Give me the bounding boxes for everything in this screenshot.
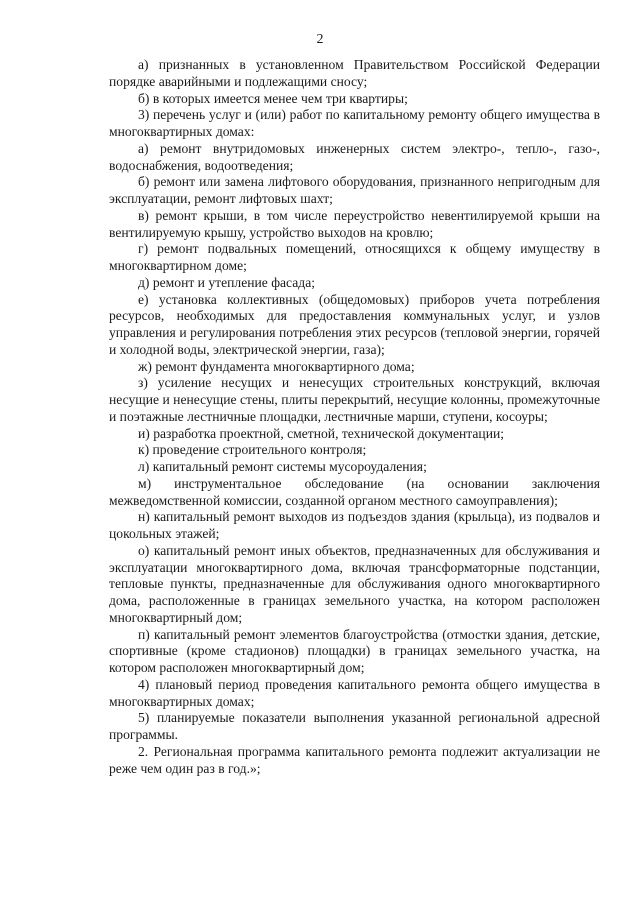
paragraph-item-i: и) разработка проектной, сметной, технической документации; xyxy=(138,425,505,441)
paragraph-item-n: н) капитальный ремонт выходов из подъездов здания (крыльца), из подвалов и цокольных этажей; xyxy=(109,509,600,541)
paragraph-item-e: е) установка коллективных (общедомовых) приборов учета потребления ресурсов, необходимых для предоставления коммунальных услуг, и узлов управления и регулирования потребления этих ресурсов (тепловой энергии, горячей и холодной воды, электрической энергии, газа); xyxy=(109,291,600,357)
page-number: 2 xyxy=(316,32,324,47)
paragraph-item-a: а) ремонт внутридомовых инженерных систем электро-, тепло-, газо-, водоснабжения, водоотведения; xyxy=(109,140,600,173)
paragraph-2-program-update: 2. Региональная программа капитального ремонта подлежит актуализации не реже чем один раз в год.»; xyxy=(109,743,600,776)
paragraph-item-g: г) ремонт подвальных помещений, относящихся к общему имуществу в многоквартирном доме; xyxy=(109,241,600,273)
document-body xyxy=(109,57,600,777)
paragraph-b-few-apartments: б) в которых имеется менее чем три квартиры; xyxy=(138,90,408,106)
paragraph-item-o: о) капитальный ремонт иных объектов, предназначенных для обслуживания и эксплуатации многоквартирного дома, включая трансформаторные подстанции, тепловые пункты, предназначенные для обслуживания одного многоквартирного дома, расположенные в границах земельного участка, на котором расположен многоквартирный дом; xyxy=(109,542,600,625)
paragraph-3-services-list: 3) перечень услуг и (или) работ по капитальному ремонту общего имущества в многоквартирных домах: xyxy=(109,107,600,139)
paragraph-item-z: з) усиление несущих и ненесущих строительных конструкций, включая несущие и ненесущие стены, плиты перекрытий, несущие колонны, промежуточные и поэтажные лестничные площадки, лестничные марши, ступени, косоуры; xyxy=(109,375,600,424)
paragraph-item-zh: ж) ремонт фундамента многоквартирного дома; xyxy=(138,358,415,374)
paragraph-item-b: б) ремонт или замена лифтового оборудования, признанного непригодным для эксплуатации, ремонт лифтовых шахт; xyxy=(109,174,600,206)
paragraph-item-v: в) ремонт крыши, в том числе переустройство невентилируемой крыши на вентилируемую крышу, устройство выходов на кровлю; xyxy=(109,207,600,240)
paragraph-item-m: м) инструментальное обследование (на основании заключения межведомственной комиссии, созданной органом местного самоуправления); xyxy=(109,475,600,508)
paragraph-item-p: п) капитальный ремонт элементов благоустройства (отмостки здания, детские, спортивные (кроме стадионов) площадки) в границах земельного участка, на котором расположен многоквартирный дом; xyxy=(109,626,600,675)
paragraph-item-l: л) капитальный ремонт системы мусороудаления; xyxy=(138,459,427,474)
paragraph-4-planning-period: 4) плановый период проведения капитального ремонта общего имущества в многоквартирных домах; xyxy=(109,676,600,709)
paragraph-item-d: д) ремонт и утепление фасада; xyxy=(138,274,316,290)
paragraph-item-k: к) проведение строительного контроля; xyxy=(138,442,367,458)
paragraph-5-indicators: 5) планируемые показатели выполнения указанной региональной адресной программы. xyxy=(109,710,600,742)
paragraph-a-emergency: а) признанных в установленном Правительством Российской Федерации порядке аварийными и подлежащими сносу; xyxy=(109,57,600,89)
